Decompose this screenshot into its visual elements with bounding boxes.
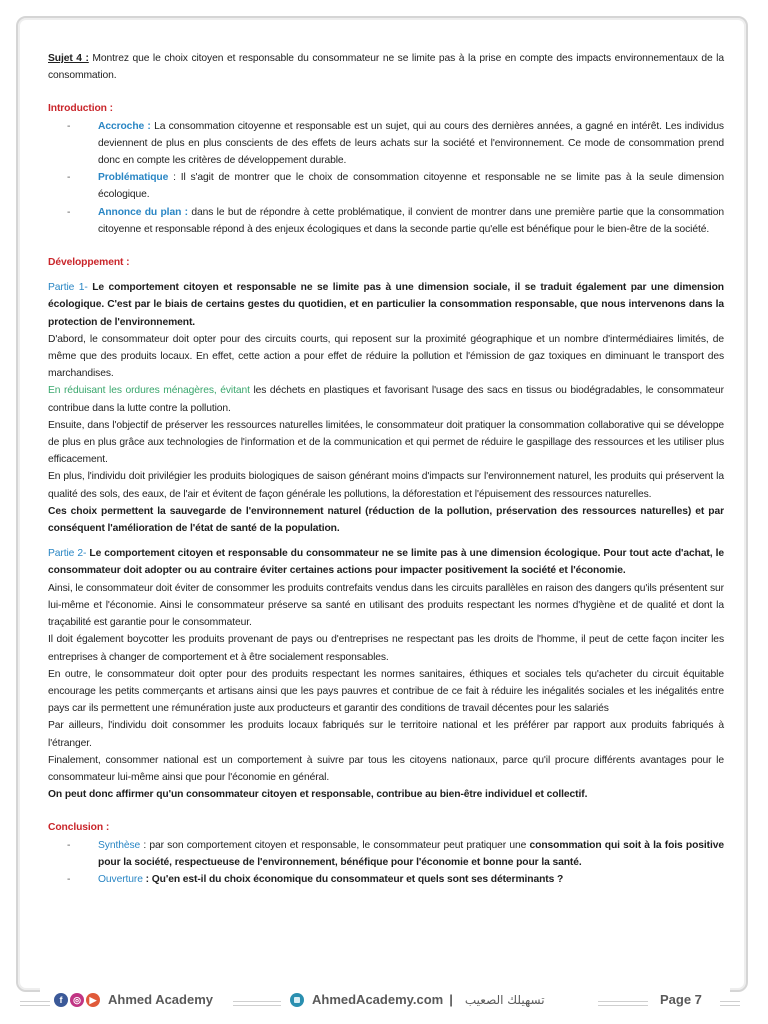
paragraph: En réduisant les ordures ménagères, évitant les déchets en plastiques et favorisant l'usage des sacs en tissus ou biodégradables, le consommateur contribue dans la lutte contre la pollution. bbox=[48, 385, 724, 414]
document-body bbox=[48, 50, 724, 888]
youtube-icon[interactable]: ▶ bbox=[86, 993, 100, 1007]
list-item-accroche: - Accroche : La consommation citoyenne et responsable est un sujet, qui au cours des dernières années, a gagné en intérêt. Les individus deviennent de plus en plus conscients de des effets de leurs achats sur la société et l'environnement. Ce mode de consommation prend donc en compte les critères de développement durable. bbox=[98, 118, 724, 170]
page-number: Page 7 bbox=[660, 992, 702, 1007]
list-item-problematique: - Problématique : Il s'agit de montrer que le choix de consommation citoyenne et responsable ne se limite pas à la seule dimension écologique. bbox=[98, 169, 724, 203]
list-item-annonce-plan: - Annonce du plan : dans le but de répondre à cette problématique, il convient de montrer dans une première partie que la consommation citoyenne et responsable répond à des enjeux écologiques et dans la seconde partie qu'elle est bénéfique pour le bien-être de la société. bbox=[98, 204, 724, 238]
paragraph: Finalement, consommer national est un comportement à suivre par tous les citoyens nationaux, parce qu'il procure différents avantages pour le consommateur lui-même ainsi que pour l'économie en général. bbox=[48, 754, 724, 783]
conclusion-heading: Conclusion : bbox=[48, 822, 110, 834]
sujet-label: Sujet 4 : bbox=[48, 53, 89, 64]
partie2-title: Partie 2- Le comportement citoyen et responsable du consommateur ne se limite pas à une dimension écologique. Pour tout acte d'achat, le consommateur doit adopter ou au contraire éviter certaines actions pour impacter positivement la société et l'économie. bbox=[48, 548, 725, 577]
website-link[interactable]: AhmedAcademy.com bbox=[312, 992, 444, 1007]
partie2-conclusion: On peut donc affirmer qu'un consommateur citoyen et responsable, contribue au bien-être individuel et collectif. bbox=[48, 789, 588, 801]
partie1-title: Partie 1- Le comportement citoyen et responsable ne se limite pas à une dimension sociale, il se traduit également par une dimension écologique. C'est par le biais de certains gestes du quotidien, et en particulier la consommation responsable, que nous intervenons dans la protection de l'environnement. bbox=[48, 282, 724, 328]
conclusion-list bbox=[48, 837, 724, 889]
list-item-ouverture: - Ouverture : Qu'en est-il du choix économique du consommateur et quels sont ses déterminants ? bbox=[98, 871, 724, 888]
website: AhmedAcademy.com | تسهيلك الصعيب bbox=[290, 992, 545, 1007]
arabic-slogan: تسهيلك الصعيب bbox=[464, 992, 545, 1007]
paragraph: En outre, le consommateur doit opter pour des produits respectant les normes sanitaires, éthiques et sociales tels qu'acheter du circuit équitable encourage les petits commerçants et artisans ainsi que les pays pauvres et contribue de ce fait à réduire les inégalités sociales et les inégalités entre pays car ils permettent une rémunération juste aux producteurs et garantir des conditions de travail décentes pour les salariés bbox=[48, 668, 724, 715]
brand-name: Ahmed Academy bbox=[108, 992, 213, 1007]
paragraph: En plus, l'individu doit privilégier les produits biologiques de saison générant moins d'impacts sur l'environnement naturel, les produits qui préservent la qualité des sols, des eaux, de l'air et évitent de façon générale les pollutions, la déforestation et l'épuisement des ressources naturelles. bbox=[48, 471, 724, 500]
website-icon bbox=[290, 993, 304, 1007]
paragraph: Il doit également boycotter les produits provenant de pays ou d'entreprises ne respectant pas les droits de l'homme, il peut de cette façon inciter les entreprises à changer de comportement et à être socialement responsables. bbox=[48, 634, 724, 663]
page-footer bbox=[0, 990, 768, 1014]
paragraph: Ensuite, dans l'objectif de préserver les ressources naturelles limitées, le consommateur doit pratiquer la consommation collaborative qui se développe de plus en plus grâce aux technologies de l'information et de la communication et qui permet de réduire le gaspillage des ressources et les utiliser plus efficacement. bbox=[48, 419, 724, 466]
paragraph: D'abord, le consommateur doit opter pour des circuits courts, qui reposent sur la proximité géographique et un nombre d'intermédiaires limités, de même que des produits locaux. En effet, cette action a pour effet de réduire la pollution et l'émission de gaz toxiques en diminuant le transport des marchandises. bbox=[48, 333, 724, 380]
paragraph: Par ailleurs, l'individu doit consommer les produits locaux fabriqués sur le territoire national et les préférer par rapport aux produits fabriqués à l'étranger. bbox=[48, 720, 724, 749]
introduction-heading: Introduction : bbox=[48, 103, 113, 115]
facebook-icon[interactable]: f bbox=[54, 993, 68, 1007]
list-item-synthese: - Synthèse : par son comportement citoyen et responsable, le consommateur peut pratiquer une consommation qui soit à la fois positive pour la société, respectueuse de l'environnement, bénéfique pour l'économie et bonne pour la santé. bbox=[98, 837, 724, 871]
partie1-conclusion: Ces choix permettent la sauvegarde de l'environnement naturel (réduction de la pollution, préservation des ressources naturelles) et par conséquent l'amélioration de l'état de santé de la population. bbox=[48, 505, 724, 535]
developpement-heading: Développement : bbox=[48, 257, 130, 269]
introduction-list bbox=[48, 118, 724, 238]
instagram-icon[interactable]: ◎ bbox=[70, 993, 84, 1007]
sujet: Sujet 4 : Montrez que le choix citoyen et responsable du consommateur ne se limite pas à la prise en compte des impacts environnementaux de la consommation. bbox=[48, 53, 724, 82]
paragraph: Ainsi, le consommateur doit éviter de consommer les produits contrefaits vendus dans les circuits parallèles en raison des dangers qu'ils présentent sur lui-même et l'économie. Ainsi le consommateur préserve sa santé en utilisant des produits respectant les normes d'hygiène et de qualité et dont la traçabilité est garantie pour le consommateur. bbox=[48, 582, 724, 629]
social-links bbox=[54, 992, 213, 1007]
